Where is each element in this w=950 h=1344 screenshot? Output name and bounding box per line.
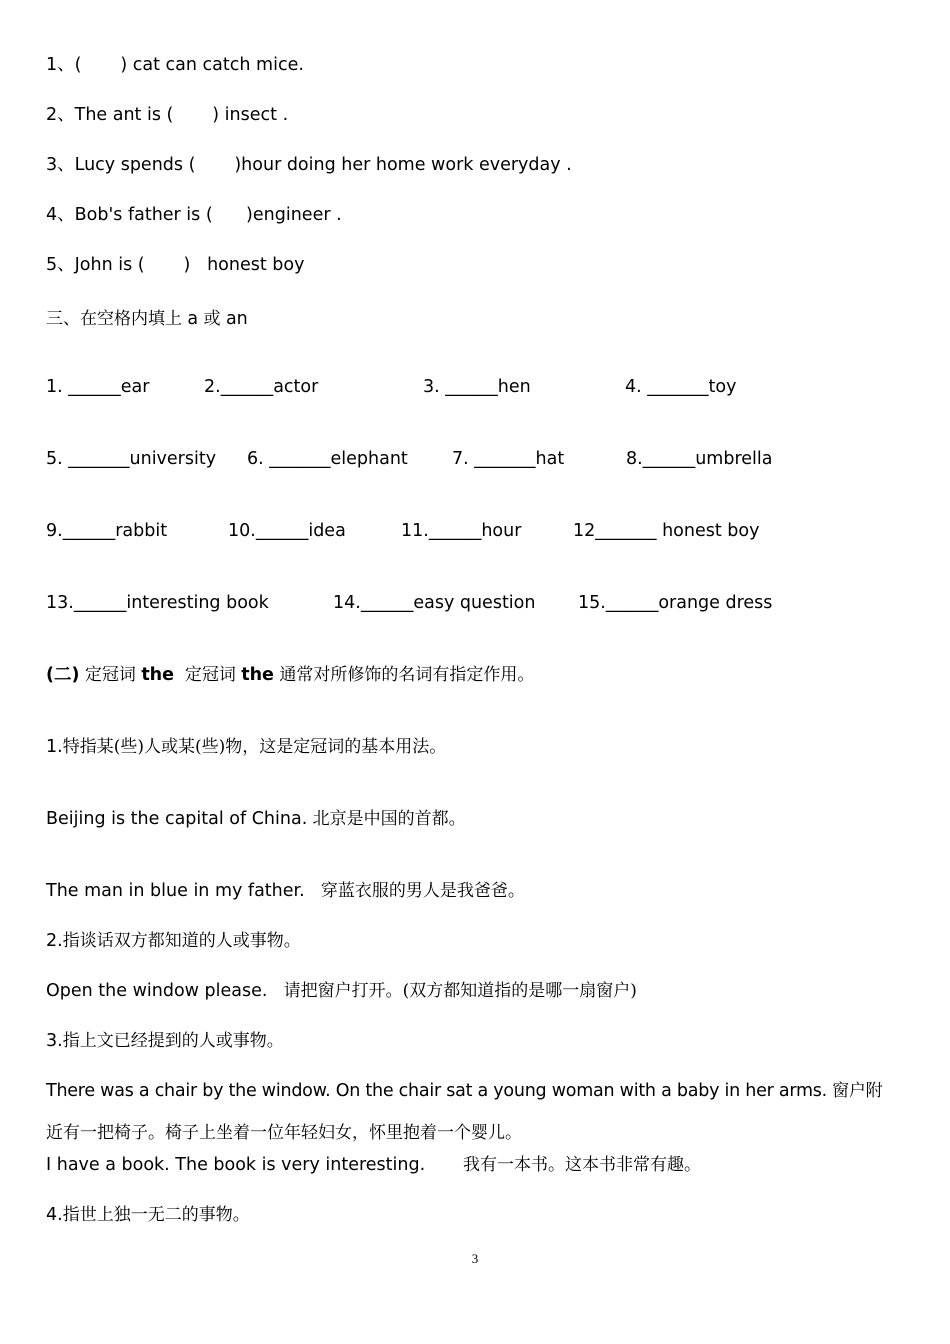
exercise-item-2: 2、The ant is ( ) insect . [46, 105, 289, 125]
blank-item-4: 4. _______toy [625, 377, 737, 397]
exercise-item-4: 4、Bob's father is ( )engineer . [46, 205, 342, 225]
rule-1-number: 1. [46, 737, 63, 757]
rule-2-number: 2. [46, 931, 63, 951]
blank-item-5: 5. _______university [46, 449, 217, 469]
rule-3-number: 3. [46, 1031, 63, 1051]
example-2-en: The man in blue in my father. [46, 881, 305, 901]
example-1 [46, 807, 466, 831]
blank-item-9: 9.______rabbit [46, 521, 168, 541]
blank-item-11: 11.______hour [401, 521, 522, 541]
example-5 [46, 1153, 701, 1177]
rule-2-text: 指谈话双方都知道的人或事物。 [62, 931, 301, 951]
blank-item-15: 15.______orange dress [578, 593, 773, 613]
example-4-line-2: 近有一把椅子。椅子上坐着一位年轻妇女，怀里抱着一个婴儿。 [46, 1123, 522, 1143]
example-3 [46, 979, 637, 1003]
heading-the-2: the [241, 665, 274, 685]
section-3-heading-or: 或 [198, 309, 226, 329]
rule-1 [46, 735, 446, 759]
example-5-en: I have a book. The book is very interesting. [46, 1155, 426, 1175]
blank-item-6: 6. _______elephant [247, 449, 408, 469]
rule-3 [46, 1029, 284, 1053]
blank-item-10: 10.______idea [228, 521, 346, 541]
example-4-line-1 [46, 1079, 882, 1103]
rule-4-text: 指世上独一无二的事物。 [62, 1205, 250, 1225]
rule-1-text: 特指某(些)人或某(些)物，这是定冠词的基本用法。 [62, 737, 447, 757]
heading-text-2: 定冠词 [174, 665, 242, 685]
example-1-en: Beijing is the capital of China. [46, 809, 308, 829]
rule-3-text: 指上文已经提到的人或事物。 [62, 1031, 284, 1051]
section-3-heading [46, 307, 248, 331]
example-3-en: Open the window please. [46, 981, 268, 1001]
heading-text-3: 通常对所修饰的名词有指定作用。 [273, 665, 535, 685]
heading-the-1: the [141, 665, 175, 685]
example-4-en: There was a chair by the window. On the chair sat a young woman with a baby in her arms. [46, 1081, 827, 1101]
example-2-zh: 穿蓝衣服的男人是我爸爸。 [304, 881, 525, 901]
example-3-zh: 请把窗户打开。(双方都知道指的是哪一扇窗户) [267, 981, 637, 1001]
blank-item-7: 7. _______hat [452, 449, 565, 469]
section-3-heading-a: a [187, 309, 199, 329]
rule-2 [46, 929, 301, 953]
exercise-item-3: 3、Lucy spends ( )hour doing her home work everyday . [46, 155, 572, 175]
blank-item-2: 2.______actor [204, 377, 319, 397]
blank-item-14: 14.______easy question [333, 593, 536, 613]
exercise-item-1: 1、( ) cat can catch mice. [46, 55, 304, 75]
page-number: 3 [471, 1251, 479, 1266]
example-2 [46, 879, 525, 903]
exercise-item-5: 5、John is ( ) honest boy [46, 255, 305, 275]
section-3-heading-zh: 三、在空格内填上 [46, 309, 188, 329]
blank-item-12: 12_______ honest boy [573, 521, 760, 541]
blank-item-8: 8.______umbrella [626, 449, 773, 469]
rule-4-number: 4. [46, 1205, 63, 1225]
rule-4 [46, 1203, 250, 1227]
example-5-zh: 我有一本书。这本书非常有趣。 [425, 1155, 701, 1175]
blank-item-13: 13.______interesting book [46, 593, 269, 613]
blank-item-1: 1. ______ear [46, 377, 150, 397]
blank-item-3: 3. ______hen [423, 377, 531, 397]
definite-article-heading [46, 663, 534, 687]
heading-text-1: 定冠词 [79, 665, 142, 685]
example-4-zh-1: 窗户附 [826, 1081, 883, 1101]
heading-paren-number: (二) [46, 665, 80, 685]
section-3-heading-an: an [225, 309, 248, 329]
example-1-zh: 北京是中国的首都。 [307, 809, 466, 829]
